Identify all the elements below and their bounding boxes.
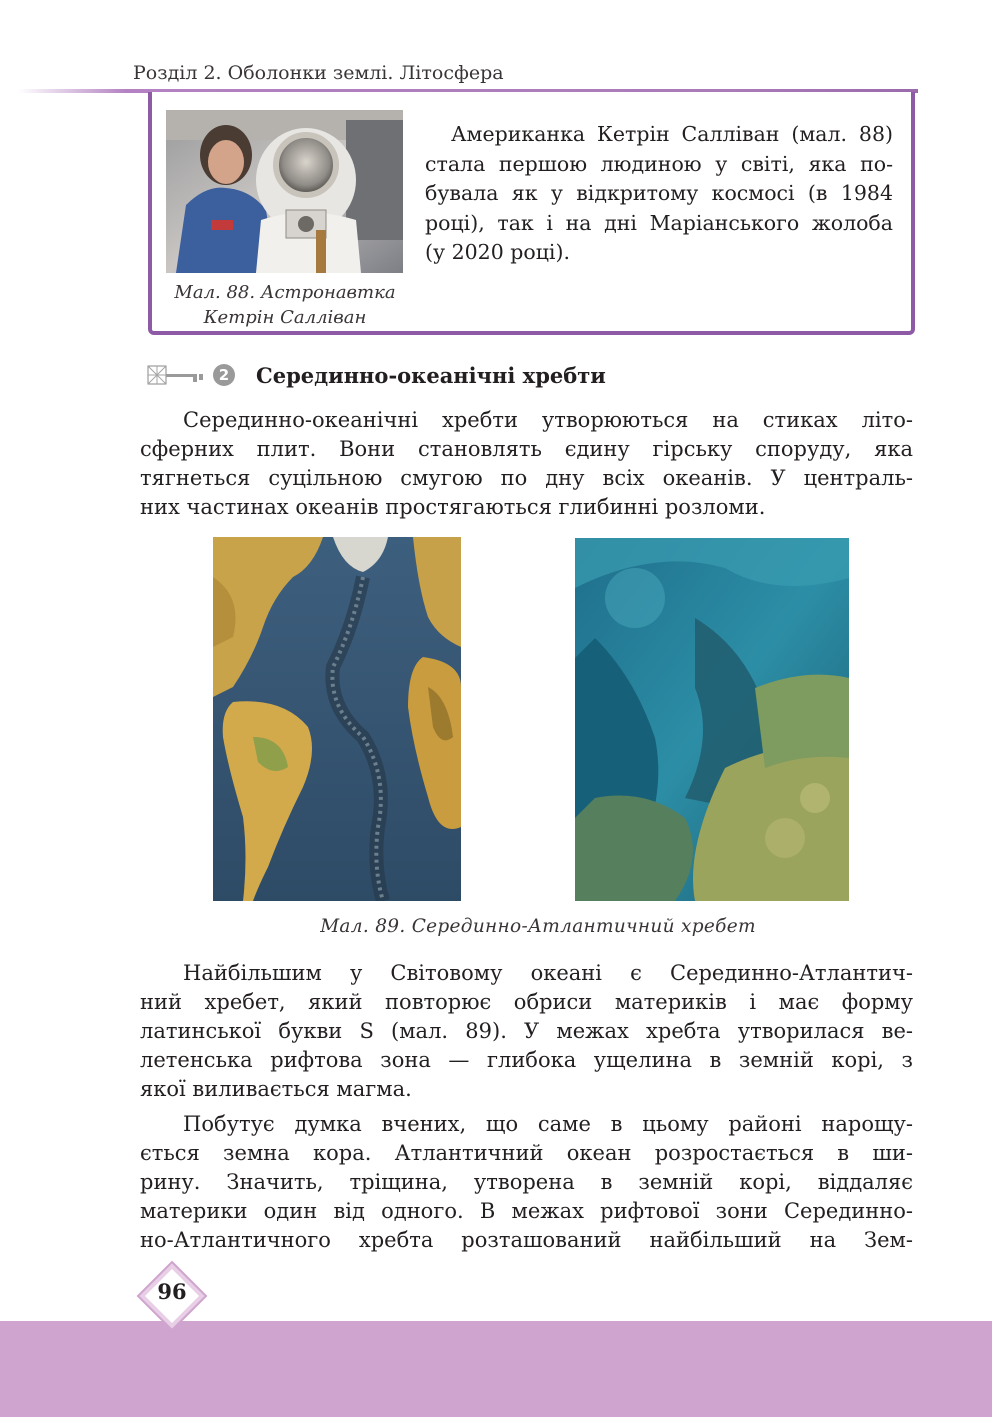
caption-line: Кетрін Салліван	[203, 307, 367, 328]
section-marker-icon	[147, 363, 237, 387]
text-line: рину. Значить, тріщина, утворена в земній корі, віддаляє	[140, 1170, 913, 1194]
text-line: бувала як у відкритому космосі (в 1984	[425, 181, 893, 205]
astronaut-photo	[166, 110, 403, 273]
text-line: ний хребет, який повторює обриси материків і має форму	[140, 990, 913, 1014]
text-line: (у 2020 році).	[425, 240, 570, 264]
text-line: Найбільшим у Світовому океані є Серединно-Атлантич-	[183, 961, 913, 985]
paragraph-3	[140, 1110, 913, 1255]
text-line: році), так і на дні Маріанського жолоба	[425, 210, 893, 235]
paragraph-2	[140, 959, 913, 1104]
page-number: 96	[157, 1279, 187, 1304]
text-line: ється земна кора. Атлантичний океан розростається в ши-	[140, 1141, 913, 1165]
caption-line: Мал. 88. Астронавтка	[174, 282, 396, 303]
footer-band	[0, 1321, 992, 1417]
text-line: летенська рифтова зона — глибока ущелина в земній корі, з	[140, 1048, 913, 1072]
text-line: материки один від одного. В межах рифтової зони Серединно-	[140, 1199, 913, 1223]
text-line: тягнеться суцільною смугою по дну всіх океанів. У централь-	[140, 466, 913, 490]
text-line: но-Атлантичного хребта розташований найбільший на Зем-	[140, 1228, 913, 1252]
figure-88-caption	[150, 280, 420, 330]
section-title: Серединно-океанічні хребти	[256, 363, 606, 388]
text-line: сферних плит. Вони становлять єдину гірську споруду, яка	[140, 437, 913, 461]
text-line: Серединно-океанічні хребти утворюються на стиках літо-	[183, 408, 913, 432]
text-line: стала першою людиною у світі, яка по-	[425, 151, 893, 176]
underwater-rift-photo	[575, 538, 849, 901]
paragraph-1	[140, 406, 913, 522]
text-line: латинської букви S (мал. 89). У межах хребта утворилася ве-	[140, 1019, 913, 1043]
running-header: Розділ 2. Оболонки землі. Літосфера	[133, 62, 504, 84]
figure-89-caption: Мал. 89. Серединно-Атлантичний хребет	[320, 916, 756, 937]
text-line: якої виливається магма.	[140, 1077, 412, 1101]
atlantic-ocean-floor-map	[213, 537, 461, 901]
text-line: них частинах океанів простягаються глибинні розломи.	[140, 495, 766, 519]
info-box-text	[425, 120, 893, 268]
text-line: Побутує думка вчених, що саме в цьому районі нарощу-	[183, 1112, 913, 1136]
section-number: 2	[218, 366, 230, 384]
text-line: Американка Кетрін Салліван (мал. 88)	[451, 122, 893, 146]
